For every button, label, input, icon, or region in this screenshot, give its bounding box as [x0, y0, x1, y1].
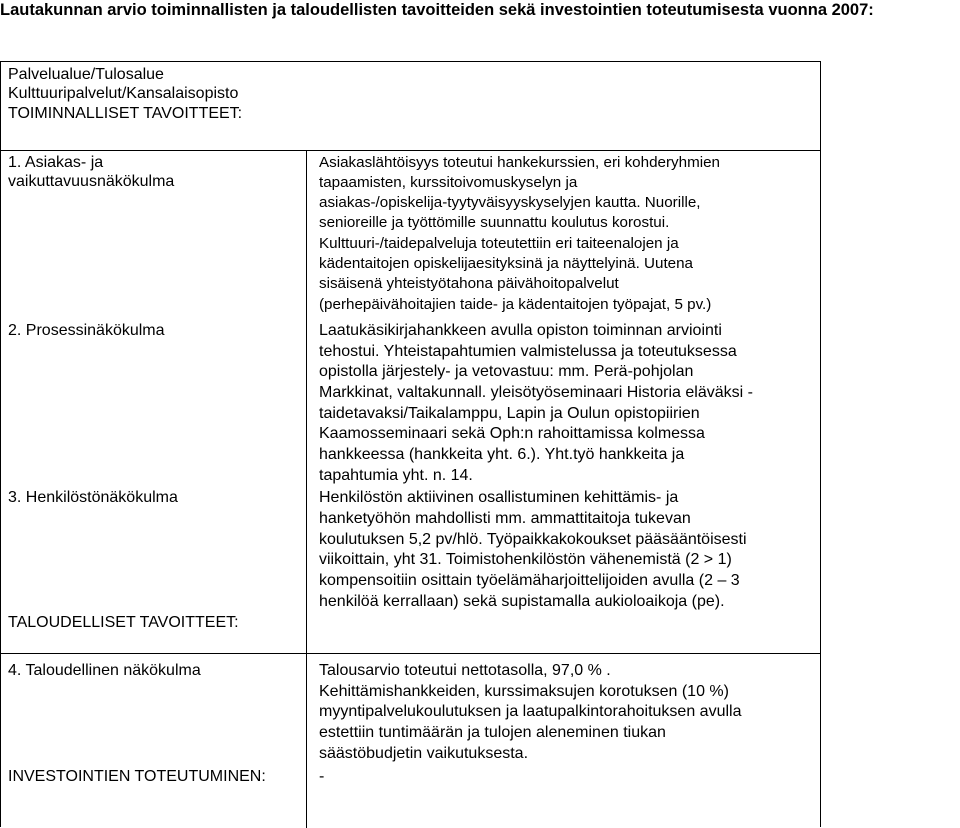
section-2-text-line: tapahtumia yht. n. 14.	[319, 467, 473, 484]
section-1-text-line: asiakas-/opiskelija-tyytyväisyyskyselyjen kautta. Nuorille,	[319, 194, 701, 211]
section-2-text-line: Markkinat, valtakunnall. yleisötyöseminaari Historia eläväksi -	[319, 384, 753, 401]
section-1-text-line: tapaamisten, kurssitoivomuskyselyn ja	[319, 174, 578, 191]
section-3-text-line: kompensoitiin osittain työelämäharjoittelijoiden avulla (2 – 3	[319, 572, 740, 589]
section-4-text-line: myyntipalvelukoulutuksen ja laatupalkintorahoituksen avulla	[319, 703, 742, 720]
section-1-text-line: senioreille ja työttömille suunnattu koulutus korostui.	[319, 214, 670, 231]
section-2-text-line: hankkeessa (hankkeita yht. 6.). Yht.työ hankkeita ja	[319, 446, 685, 463]
investments-value: -	[319, 768, 325, 785]
section-1-label-line1: 1. Asiakas- ja	[8, 154, 104, 171]
section-3-label: 3. Henkilöstönäkökulma	[8, 489, 178, 506]
section-4-text-line: Kehittämishankkeiden, kurssimaksujen korotuksen (10 %)	[319, 683, 729, 700]
column-divider	[306, 150, 307, 828]
section-1-text-line: (perhepäivähoitajien taide- ja kädentaitojen työpajat, 5 pv.)	[319, 296, 712, 313]
unit-name: Kulttuuripalvelut/Kansalaisopisto	[8, 85, 239, 102]
financial-divider	[1, 653, 820, 654]
section-3-text-line: henkilöä kerrallaan) sekä supistamalla aukioloaikoja (pe).	[319, 593, 725, 610]
service-area-label: Palvelualue/Tulosalue	[8, 66, 164, 83]
section-3-text-line: Henkilöstön aktiivinen osallistuminen kehittämis- ja	[319, 489, 679, 506]
section-4-text-line: estettiin tuntimäärän ja tulojen aleneminen tiukan	[319, 724, 666, 741]
section-3-text-line: koulutuksen 5,2 pv/hlö. Työpaikkakokoukset pääsääntöisesti	[319, 531, 747, 548]
section-1-text-line: Asiakaslähtöisyys toteutui hankekurssien, eri kohderyhmien	[319, 154, 720, 171]
section-2-text-line: tehostui. Yhteistapahtumien valmistelussa ja toteutuksessa	[319, 343, 737, 360]
section-2-text-line: Kaamosseminaari sekä Oph:n rahoittamissa kolmessa	[319, 425, 705, 442]
section-2-text-line: Laatukäsikirjahankkeen avulla opiston toiminnan arviointi	[319, 322, 722, 339]
section-2-text-line: opistolla järjestely- ja vetovastuu: mm. Perä-pohjolan	[319, 363, 694, 380]
section-2-text-line: taidetavaksi/Taikalamppu, Lapin ja Oulun opistopiirien	[319, 405, 700, 422]
section-1-text-line: Kulttuuri-/taidepalveluja toteutettiin eri taiteenalojen ja	[319, 235, 679, 252]
operational-goals-heading: TOIMINNALLISET TAVOITTEET:	[8, 105, 243, 122]
document-title: Lautakunnan arvio toiminnallisten ja taloudellisten tavoitteiden sekä investointien toteutumisesta vuonna 2007:	[0, 1, 874, 19]
section-4-text-line: Talousarvio toteutui nettotasolla, 97,0 % .	[319, 662, 611, 679]
section-1-text-line: kädentaitojen opiskelijaesityksinä ja näyttelyinä. Uutena	[319, 255, 694, 272]
section-3-text-line: hanketyöhön mahdollisti mm. ammattitaitoja tukevan	[319, 510, 691, 527]
section-1-label-line2: vaikuttavuusnäkökulma	[8, 173, 175, 190]
section-2-label: 2. Prosessinäkökulma	[8, 322, 165, 339]
section-3-text-line: viikoittain, yht 31. Toimistohenkilöstön vähenemistä (2 > 1)	[319, 551, 732, 568]
investments-label: INVESTOINTIEN TOTEUTUMINEN:	[8, 768, 266, 785]
section-4-text-line: säästöbudjetin vaikutuksesta.	[319, 745, 529, 762]
header-divider	[1, 150, 820, 151]
section-1-text-line: sisäisenä yhteistyötahona päivähoitopalvelut	[319, 275, 619, 292]
section-4-label: 4. Taloudellinen näkökulma	[8, 662, 201, 679]
financial-goals-heading: TALOUDELLISET TAVOITTEET:	[8, 614, 239, 631]
